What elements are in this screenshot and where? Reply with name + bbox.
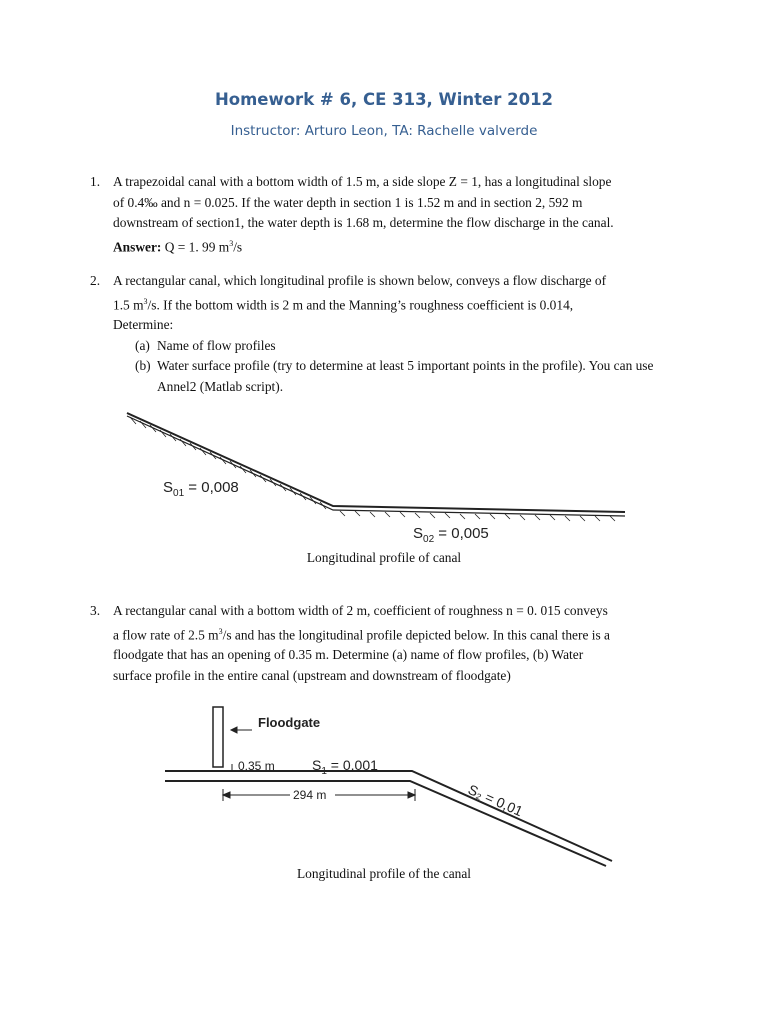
text-run: /s and has the longitudinal profile depicted below. In this canal there is a: [222, 626, 610, 642]
floodgate-label: Floodgate: [258, 715, 321, 730]
canal-profile-figure-2: [0, 695, 768, 875]
question-text-line: downstream of section1, the water depth is 1.68 m, determine the flow discharge in the canal.: [113, 215, 614, 230]
question-text-line: of 0.4‰ and n = 0.025. If the water depth in section 1 is 1.52 m and in section 2, 592 m: [113, 194, 583, 210]
question-text-line: [113, 622, 690, 646]
question-number: 2.: [90, 273, 101, 288]
question-1: [90, 172, 690, 257]
figure-caption: Longitudinal profile of canal: [306, 550, 462, 565]
slope-label-s2: S₂ = 0,01: [465, 781, 526, 820]
question-text-line: floodgate that has an opening of 0.35 m. Determine (a) name of flow profiles, (b) Water: [113, 647, 584, 663]
canal-bed-outline: [127, 416, 625, 516]
text-run: a flow rate of 2.5 m: [113, 626, 219, 642]
item-text: Water surface profile (try to determine at least 5 important points in the profile). You can use Annel2 (Matlab script).: [157, 358, 654, 394]
slope-label-s1: $S_1 = 0,001$: [312, 757, 378, 777]
slope-label-s02: $S_{02} = 0,005$: [413, 525, 489, 545]
answer-line: [113, 234, 690, 258]
answer-superscript: 3: [229, 238, 234, 248]
question-text-line: A trapezoidal canal with a bottom width of 1.5 m, a side slope Z = 1, has a longitudinal slope: [113, 174, 612, 189]
text-run: /s. If the bottom width is 2 m and the Manning’s roughness coefficient is 0.014,: [147, 296, 574, 312]
answer-unit: /s: [233, 238, 243, 254]
length-label: 294 m: [293, 788, 327, 802]
question-text-line: A rectangular canal with a bottom width of 2 m, coefficient of roughness n = 0. 015 conveys: [113, 603, 608, 618]
item-label: (a): [135, 337, 150, 353]
figure-caption: Longitudinal profile of the canal: [296, 866, 472, 881]
page-title: Homework # 6, CE 313, Winter 2012: [214, 90, 554, 109]
question-2: [90, 271, 690, 397]
floodgate-shape: [213, 707, 223, 767]
opening-label: 0,35 m: [238, 759, 275, 773]
canal-profile-figure-1: [0, 400, 768, 550]
canal-bed-line: [127, 413, 625, 512]
answer-value: Q = 1. 99 m: [164, 238, 230, 254]
superscript: 3: [143, 296, 148, 306]
question-text-line: A rectangular canal, which longitudinal profile is shown below, conveys a flow discharge of: [113, 273, 607, 288]
soil-hatching: [130, 417, 615, 521]
list-item: [135, 336, 690, 357]
question-number: 3.: [90, 603, 101, 618]
page-subtitle: Instructor: Arturo Leon, TA: Rachelle valverde: [230, 123, 538, 139]
canal-top-line: [165, 771, 612, 861]
item-text: Name of flow profiles: [157, 337, 276, 353]
slope-label-s01: $S_{01} = 0,008$: [163, 479, 239, 499]
question-text-line: [113, 292, 690, 316]
question-3: [90, 601, 690, 686]
text-run: 1.5 m: [113, 296, 144, 312]
floodgate-arrowhead: [231, 727, 237, 733]
list-item: [135, 356, 690, 397]
superscript: 3: [218, 626, 223, 636]
question-text-line: surface profile in the entire canal (upstream and downstream of floodgate): [113, 667, 511, 683]
canal-bottom-line: [165, 781, 606, 866]
question-number: 1.: [90, 174, 101, 189]
item-label: (b): [135, 358, 151, 374]
question-text-line: Determine:: [113, 317, 174, 333]
opening-marker: [228, 764, 236, 771]
answer-label: Answer:: [113, 238, 162, 254]
